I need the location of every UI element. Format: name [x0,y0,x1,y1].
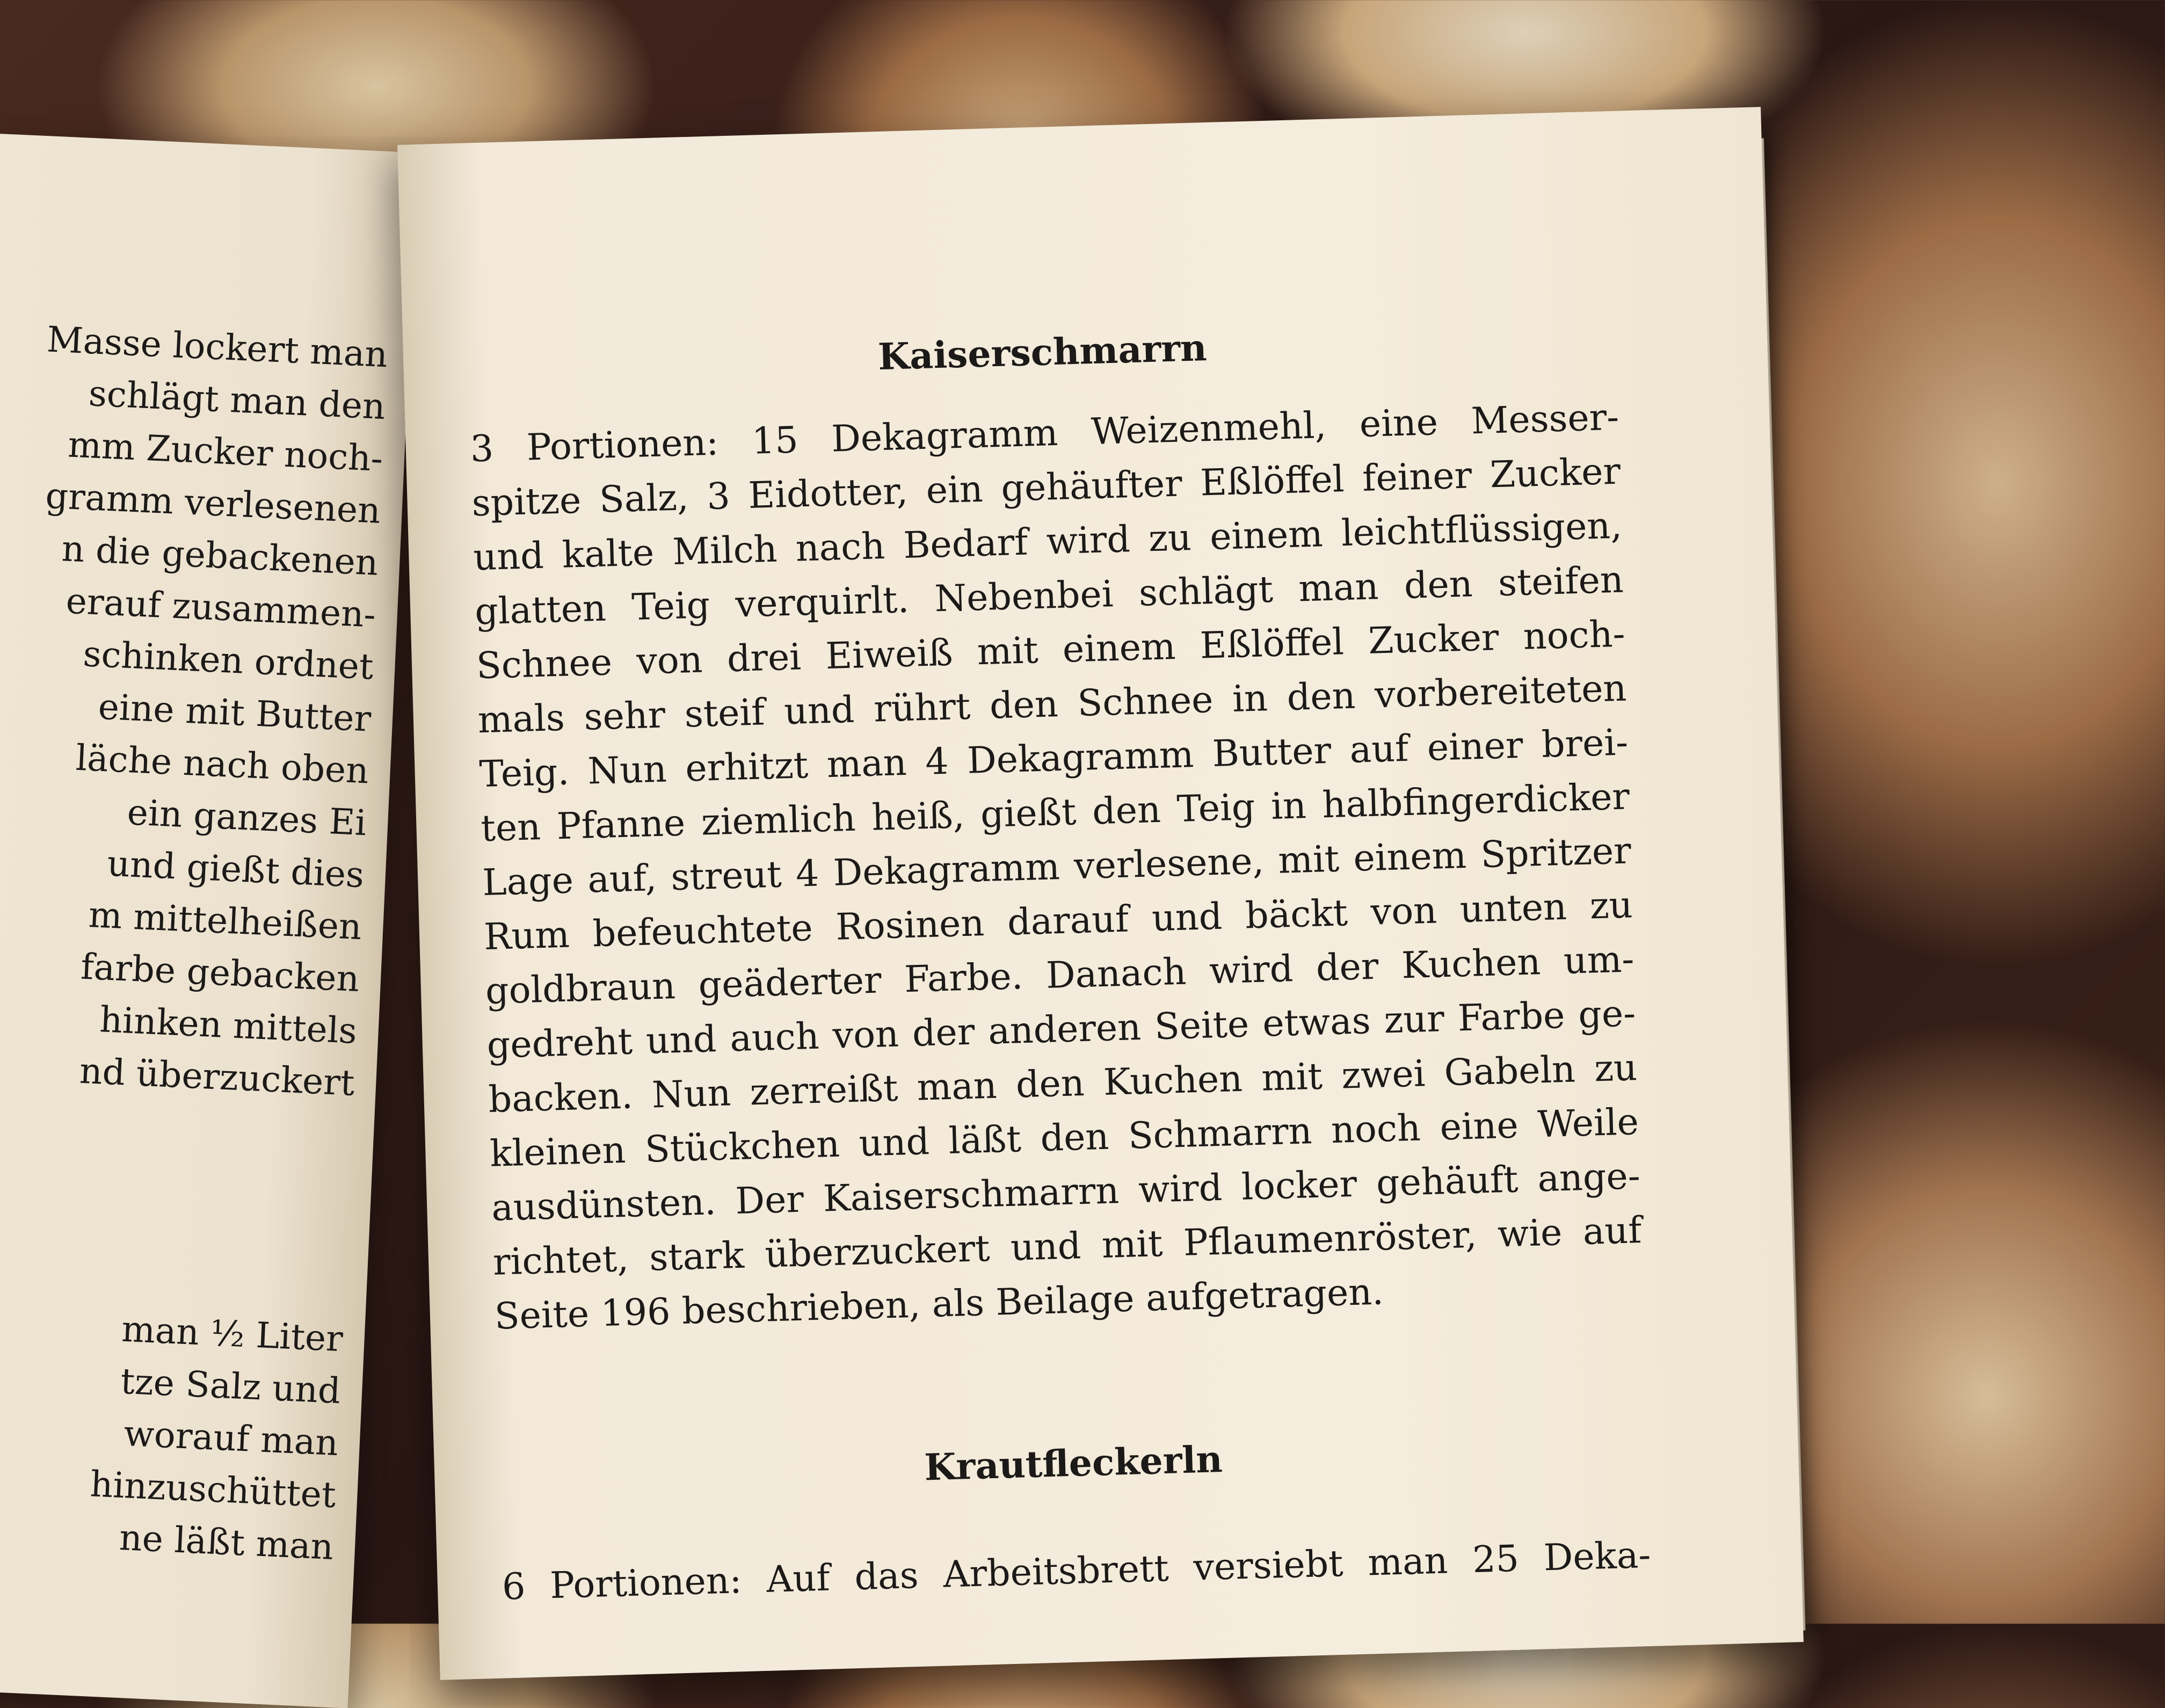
recipe-line: goldbraun geäderter Farbe. Danach wird der Kuchen um- [484,938,1635,1013]
recipe-line: kleinen Stückchen und läßt den Schmarrn noch eine Weile [489,1101,1639,1175]
recipe-line: Seite 196 beschrieben, als Beilage aufgetragen. [493,1270,1384,1338]
recipe-line: ten Pfanne ziemlich heiß, gießt den Teig in halbfingerdicker [480,775,1630,851]
paragraph-gap [0,1087,353,1313]
recipe-body-kaiserschmarrn [469,390,1644,1344]
left-page-line: mm Zucker noch- [67,424,384,480]
left-page-line: farbe gebacken [79,946,360,1000]
recipe-line: richtet, stark überzuckert und mit Pflaumenröster, wie auf [492,1209,1643,1284]
recipe-line: gedreht und auch von der anderen Seite etwas zur Farbe ge- [486,992,1637,1067]
recipe-title-kaiserschmarrn: Kaiserschmarrn [877,326,1208,379]
left-page-line: gramm verlesenen [45,475,382,532]
left-page-line: tze Salz und [119,1360,342,1412]
recipe-line: Lage auf, streut 4 Dekagramm verlesene, mit einem Spritzer [482,830,1632,905]
left-page-line: läche nach oben [75,737,370,792]
left-page-text [0,307,389,1573]
recipe-line: glatten Teig verquirlt. Nebenbei schlägt man den steifen [474,558,1624,634]
left-page-line: n die gebackenen [61,528,380,584]
left-book-page [0,129,418,1708]
recipe-title-krautfleckerln: Krautfleckerln [924,1438,1223,1489]
left-page-line: hinzuschüttet [89,1463,337,1516]
left-page-line: erauf zusammen- [65,580,377,636]
right-book-page [397,107,1804,1680]
recipe-line: Teig. Nun erhitzt man 4 Dekagramm Butter auf einer brei- [478,721,1629,796]
left-page-line: m mittelheißen [88,894,363,948]
left-page-line: ne läßt man [118,1516,335,1568]
recipe-line: spitze Salz, 3 Eidotter, ein gehäufter Eßlöffel feiner Zucker [471,450,1621,525]
recipe-line: 3 Portionen: 15 Dekagramm Weizenmehl, eine Messer- [469,396,1620,471]
left-page-line: worauf man [123,1413,339,1464]
recipe-line: Schnee von drei Eiweiß mit einem Eßlöffel Zucker noch- [476,613,1626,688]
left-page-line: schinken ordnet [82,633,375,688]
recipe-line: 6 Portionen: Auf das Arbeitsbrett versiebt man 25 Deka- [501,1533,1652,1609]
recipe-line: Rum befeuchtete Rosinen darauf und bäckt von unten zu [483,884,1633,959]
recipe-body-krautfleckerln [502,1528,1652,1615]
recipe-line: backen. Nun zerreißt man den Kuchen mit zwei Gabeln zu [488,1046,1638,1121]
recipe-line: und kalte Milch nach Bedarf wird zu einem leichtflüssigen, [473,504,1623,579]
right-page-content [462,111,1652,1609]
left-page-line: man ½ Liter [120,1308,344,1360]
left-page-line: schlägt man den [88,373,387,428]
recipe-line: ausdünsten. Der Kaiserschmarrn wird locker gehäuft ange- [491,1155,1641,1230]
left-page-line: eine mit Butter [97,686,372,740]
left-page-line: Masse lockert man [46,318,389,376]
left-page-line: hinken mittels [98,999,358,1052]
left-page-line: und gießt dies [106,842,365,896]
recipe-line: mals sehr steif und rührt den Schnee in den vorbereiteten [477,667,1628,742]
left-page-line: nd überzuckert [78,1050,356,1104]
left-page-line: ein ganzes Ei [126,791,368,844]
